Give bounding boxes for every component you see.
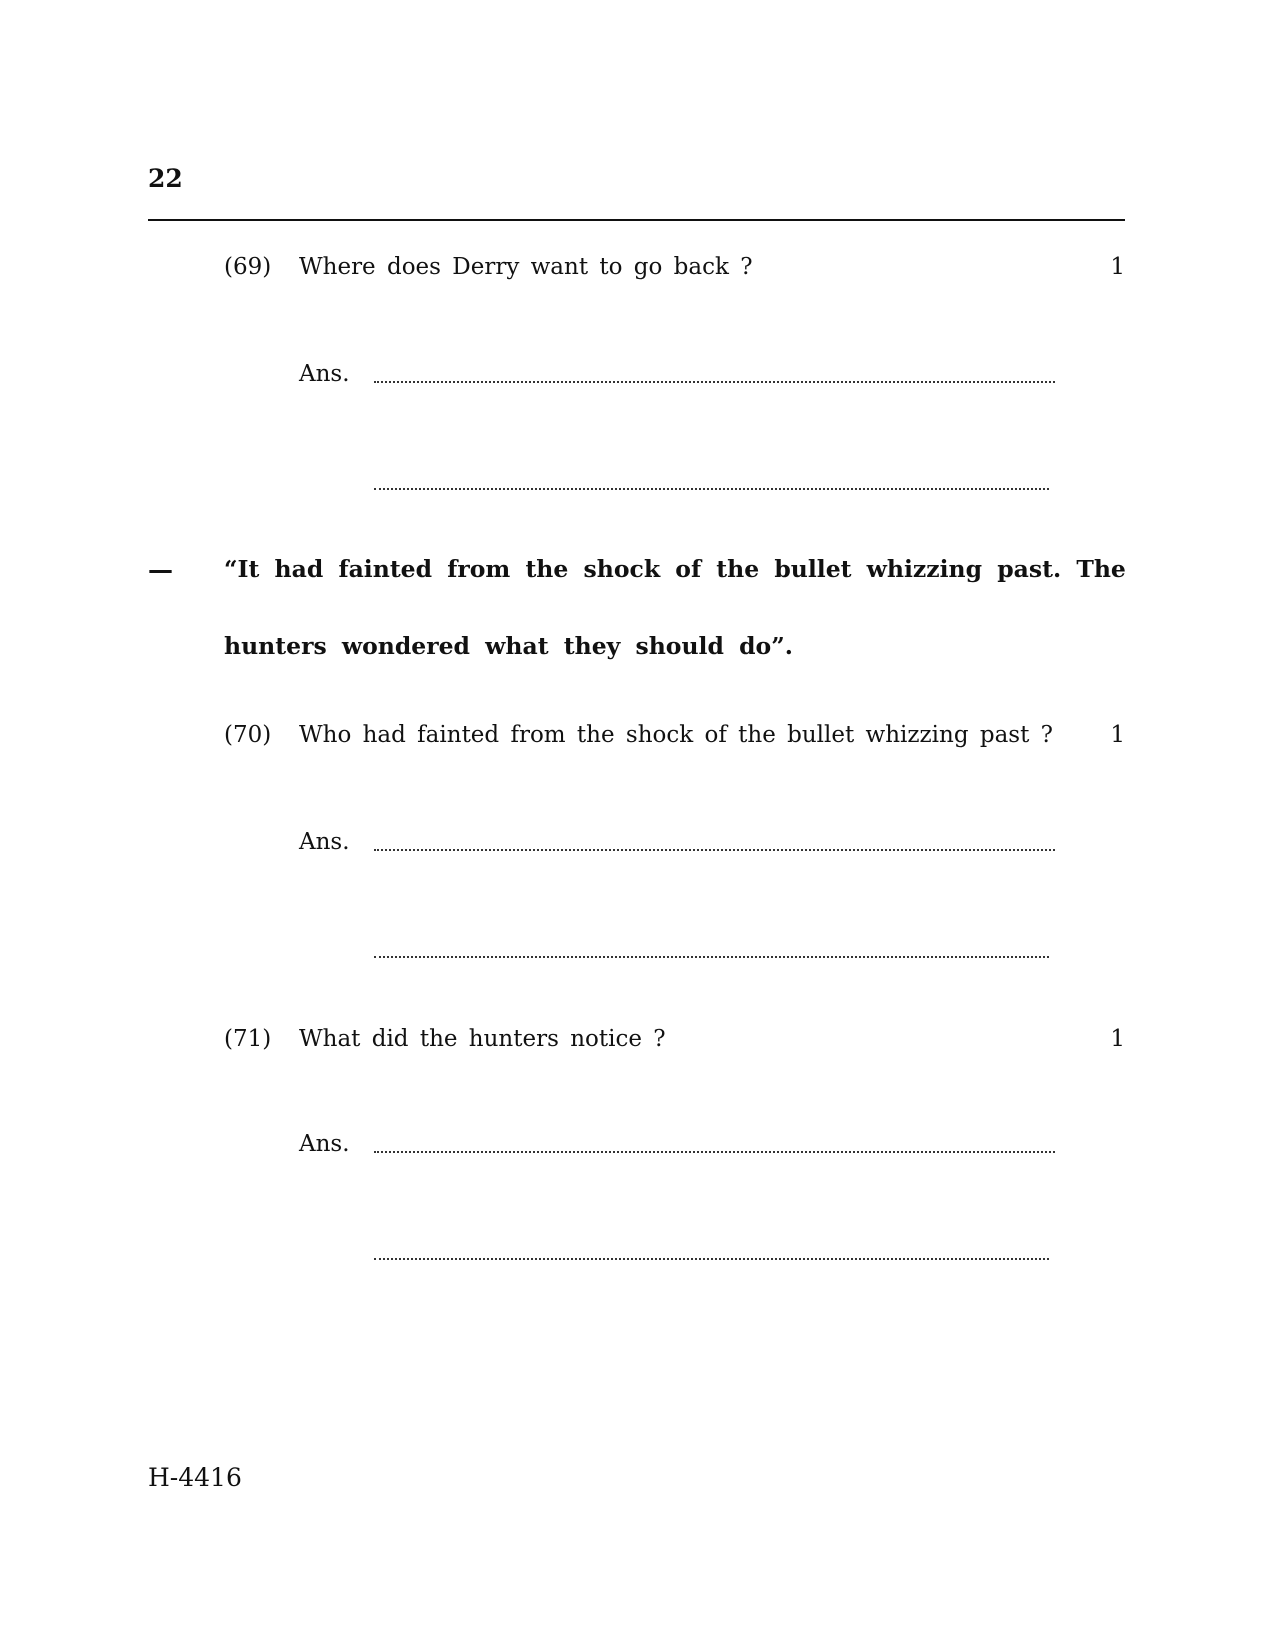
- question-71-text: What did the hunters notice ?: [299, 1026, 666, 1052]
- question-69-answer-line-2[interactable]: [374, 488, 1049, 490]
- page-number: 22: [148, 164, 183, 193]
- question-70-answer-line-2[interactable]: [374, 956, 1049, 958]
- question-69-number: (69): [224, 254, 272, 280]
- question-71-answer-line-2[interactable]: [374, 1258, 1049, 1260]
- passage-line-2: hunters wondered what they should do”.: [224, 632, 793, 660]
- question-69-answer-label: Ans.: [299, 361, 350, 387]
- question-70-answer-label: Ans.: [299, 829, 350, 855]
- question-71-number: (71): [224, 1026, 272, 1052]
- question-70-marks: 1: [1110, 722, 1125, 748]
- question-69-answer-line-1[interactable]: [374, 381, 1055, 383]
- passage-line-1: “It had fainted from the shock of the bullet whizzing past. The: [224, 555, 1126, 583]
- question-69-marks: 1: [1110, 254, 1125, 280]
- passage-dash: —: [148, 555, 173, 584]
- question-70-number: (70): [224, 722, 272, 748]
- question-71-answer-label: Ans.: [299, 1131, 350, 1157]
- question-70-text: Who had fainted from the shock of the bullet whizzing past ?: [299, 722, 1053, 748]
- question-70-answer-line-1[interactable]: [374, 849, 1055, 851]
- question-69-text: Where does Derry want to go back ?: [299, 254, 753, 280]
- footer-code: H-4416: [148, 1463, 242, 1492]
- question-71-answer-line-1[interactable]: [374, 1151, 1055, 1153]
- header-rule: [148, 219, 1125, 221]
- question-71-marks: 1: [1110, 1026, 1125, 1052]
